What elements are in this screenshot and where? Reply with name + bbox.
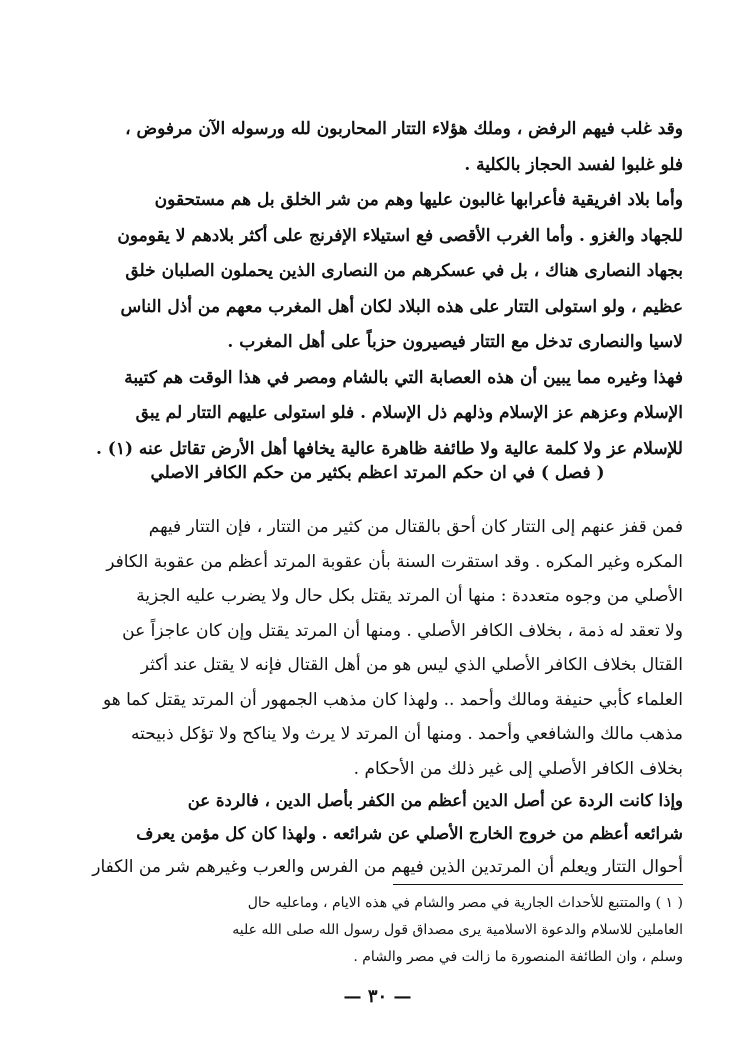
footnote-line: ( ١ ) والمتتبع للأحداث الجارية في مصر والشام في هذه الايام ، وماعليه حال <box>247 895 683 911</box>
text-line: الأصلي من وجوه متعددة : منها أن المرتد يقتل بكل حال ولا يضرب عليه الجزية <box>136 586 683 606</box>
text-line: القتال بخلاف الكافر الأصلي الذي ليس هو من أهل القتال فإنه لا يقتل عند أكثر <box>140 655 683 675</box>
opening-paragraphs <box>72 112 683 467</box>
text-line: بخلاف الكافر الأصلي إلى غير ذلك من الأحكام . <box>353 758 683 779</box>
text-line: فلو غلبوا لفسد الحجاز بالكلية . <box>464 154 683 175</box>
bold-paragraph <box>72 784 683 850</box>
text-line: عظيم ، ولو استولى التتار على هذه البلاد لكان أهل المغرب معهم من أذل الناس <box>120 296 683 317</box>
page-number: — ٣٠ — <box>343 986 412 1007</box>
text-line: فمن قفز عنهم إلى التتار كان أحق بالقتال من كثير من التتار ، فإن التتار فيهم <box>148 517 683 537</box>
footnote <box>72 890 683 971</box>
section-body <box>72 510 683 786</box>
footnote-divider <box>393 884 683 885</box>
text-line: للجهاد والغزو . وأما الغرب الأقصى فع استيلاء الإفرنج على أكثر بلادهم لا يقومون <box>117 225 683 246</box>
text-line: ولا تعقد له ذمة ، بخلاف الكافر الأصلي . ومنها أن المرتد يقتل وإن كان عاجزاً عن <box>122 620 683 641</box>
section-heading: ( فصل ) في ان حكم المرتد اعظم بكثير من حكم الكافر الاصلي <box>150 463 605 483</box>
text-line: المكره وغير المكره . وقد استقرت السنة بأن عقوبة المرتد أعظم من عقوبة الكافر <box>106 551 683 572</box>
text-line: أحوال التتار ويعلم أن المرتدين الذين فيهم من الفرس والعرب وغيرهم شر من الكفار <box>92 857 683 877</box>
text-line: وقد غلب فيهم الرفض ، وملك هؤلاء التتار المحاربون لله ورسوله الآن مرفوض ، <box>125 119 683 139</box>
text-line: شرائعه أعظم من خروج الخارج الأصلي عن شرائعه . ولهذا كان كل مؤمن يعرف <box>136 824 683 843</box>
text-line: مذهب مالك والشافعي وأحمد . ومنها أن المرتد لا يرث ولا يناكح ولا تؤكل ذبيحته <box>131 724 683 744</box>
text-line: وأما بلاد افريقية فأعرابها غالبون عليها وهم من شر الخلق بل هم مستحقون <box>154 190 683 210</box>
text-line: وإذا كانت الردة عن أصل الدين أعظم من الكفر بأصل الدين ، فالردة عن <box>187 791 683 810</box>
closing-line <box>72 850 683 884</box>
text-line: العلماء كأبي حنيفة ومالك وأحمد .. ولهذا كان مذهب الجمهور أن المرتد يقتل كما هو <box>102 689 683 710</box>
text-line: فهذا وغيره مما يبين أن هذه العصابة التي بالشام ومصر في هذا الوقت هم كتيبة <box>124 367 683 388</box>
footnote-line: وسلم ، وان الطائفة المنصورة ما زالت في مصر والشام . <box>353 949 683 965</box>
text-line: للإسلام عز ولا كلمة عالية ولا طائفة ظاهرة عالية يخافها أهل الأرض تقاتل عنه (١) . <box>95 438 683 459</box>
text-line: الإسلام وعزهم عز الإسلام وذلهم ذل الإسلام . فلو استولى عليهم التتار لم يبق <box>135 403 683 423</box>
text-line: لاسيا والنصارى تدخل مع التتار فيصيرون حزباً على أهل المغرب . <box>227 332 683 352</box>
text-line: بجهاد النصارى هناك ، بل في عسكرهم من النصارى الذين يحملون الصلبان خلق <box>125 261 683 281</box>
footnote-line: العاملين للاسلام والدعوة الاسلامية يرى مصداق قول رسول الله صلى الله عليه <box>232 922 683 938</box>
